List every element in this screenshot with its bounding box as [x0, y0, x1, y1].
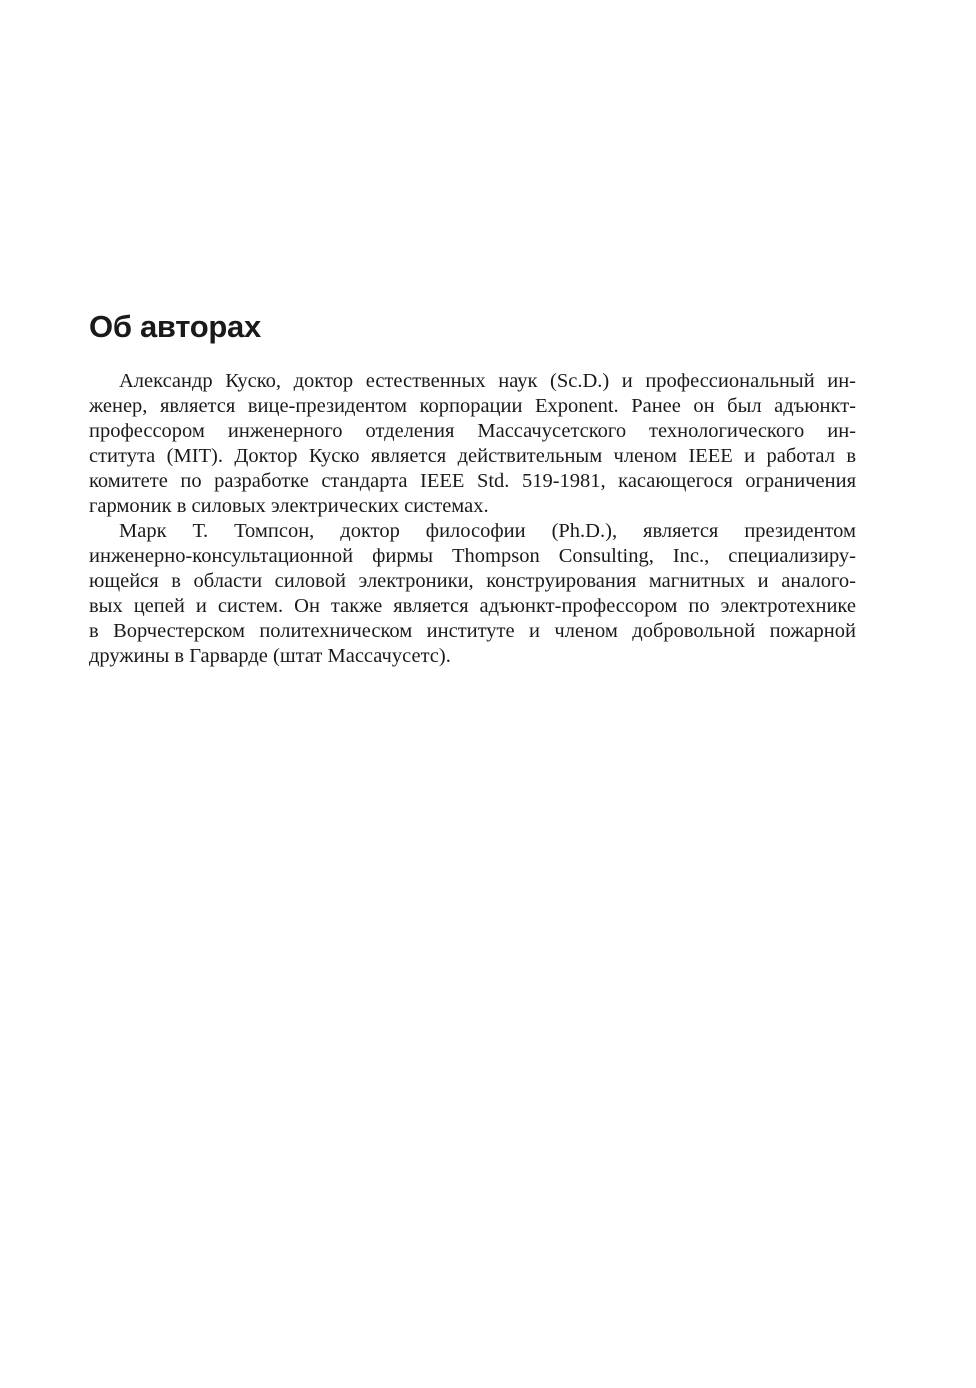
text-line: комитете по разработке стандарта IEEE Std. 519-1981, касающегося ограничения [89, 470, 856, 492]
text-line: Марк Т. Томпсон, доктор философии (Ph.D.), является президентом [119, 520, 856, 542]
text-line: Александр Куско, доктор естественных наук (Sc.D.) и профессиональный ин- [119, 370, 856, 392]
body-text [89, 369, 856, 669]
text-line: инженерно-консультационной фирмы Thompson Consulting, Inc., специализиру- [89, 545, 856, 567]
text-line: в Ворчестерском политехническом институте и членом добровольной пожарной [89, 620, 856, 642]
text-line: дружины в Гарварде (штат Массачусетс). [89, 645, 451, 667]
text-line: вых цепей и систем. Он также является адъюнкт-профессором по электротехнике [89, 595, 856, 617]
text-line: гармоник в силовых электрических системах. [89, 495, 489, 517]
paragraph-kusko [89, 369, 856, 519]
text-line: ющейся в области силовой электроники, конструирования магнитных и аналого- [89, 570, 856, 592]
section-heading: Об авторах [89, 309, 261, 344]
text-line: женер, является вице-президентом корпорации Exponent. Ранее он был адъюнкт- [89, 395, 856, 417]
paragraph-thompson [89, 519, 856, 669]
text-line: ститута (MIT). Доктор Куско является действительным членом IEEE и работал в [89, 445, 856, 467]
text-line: профессором инженерного отделения Массачусетского технологического ин- [89, 420, 856, 442]
